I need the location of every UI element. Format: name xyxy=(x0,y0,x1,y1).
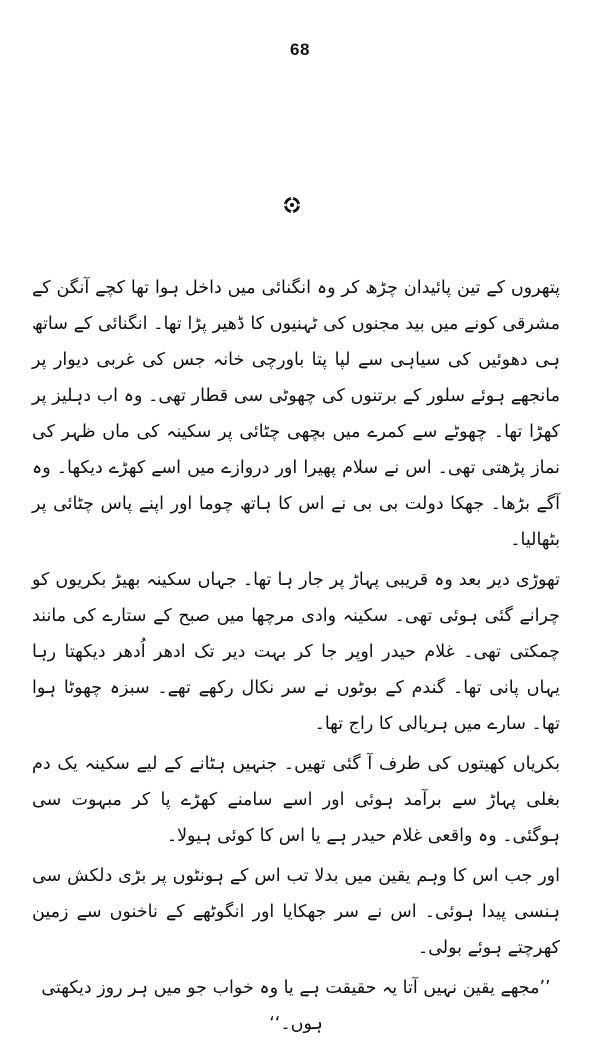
ring-flower-ornament-icon xyxy=(283,196,301,214)
page-number: 68 xyxy=(290,40,310,59)
quoted-dialogue: ’’مجھے یقین نہیں آتا یہ حقیقت ہے یا وہ خواب جو میں ہر روز دیکھتی ہوں۔‘‘ xyxy=(41,978,551,1034)
chapter-text xyxy=(32,270,560,1046)
paragraph-3: بکریاں کھیتوں کی طرف آ گئی تھیں۔ جنہیں ہٹانے کے لیے سکینہ یک دم بغلی پہاڑ سے برآمد ہوئی اور اسے سامنے کھڑے پا کر مبہوت سی ہوگئی۔ وہ واقعی غلام حیدر ہے یا اس کا کوئی ہیولا۔ xyxy=(32,754,560,846)
paragraph-2: تھوڑی دیر بعد وہ قریبی پہاڑ پر جار ہا تھا۔ جہاں سکینہ بھیڑ بکریوں کو چرانے گئی ہوئی تھی۔ سکینہ وادی مرچھا میں صبح کے ستارے کی مانند چمکتی تھی۔ غلام حیدر اوپر جا کر بہت دیر تک ادھر اُدھر دیکھتا رہا یہاں پانی تھا۔ گندم کے بوٹوں نے سر نکال رکھے تھے۔ سبزہ چھوٹا ہوا تھا۔ سارے میں ہریالی کا راج تھا۔ xyxy=(32,570,560,734)
paragraph-1: پتھروں کے تین پائیدان چڑھ کر وہ انگنائی میں داخل ہوا تھا کچے آنگن کے مشرقی کونے میں بید مجنوں کی ٹہنیوں کا ڈھیر پڑا تھا۔ انگنائی کے ساتھ ہی دھوئیں کی سیاہی سے لپا پتا باورچی خانہ جس کی غربی دیوار پر مانجھے ہوئے سلور کے برتنوں کی چھوٹی سی قطار تھی۔ وہ اب دہلیز پر کھڑا تھا۔ چھوٹے سے کمرے میں بچھی چٹائی پر سکینہ کی ماں ظہر کی نماز پڑھتی تھی۔ اس نے سلام پھیرا اور دروازے میں اسے کھڑے دیکھا۔ وہ آگے بڑھا۔ جھکا دولت بی بی نے اس کا ہاتھ چوما اور اپنے پاس چٹائی پر بٹھالیا۔ xyxy=(32,278,560,550)
paragraph-4: اور جب اس کا وہم یقین میں بدلا تب اس کے ہونٹوں پر بڑی دلکش سی ہنسی پیدا ہوئی۔ اس نے سر جھکایا اور انگوٹھے کے ناخنوں سے زمین کھرچتے ہوئے بولی۔ xyxy=(32,866,560,958)
